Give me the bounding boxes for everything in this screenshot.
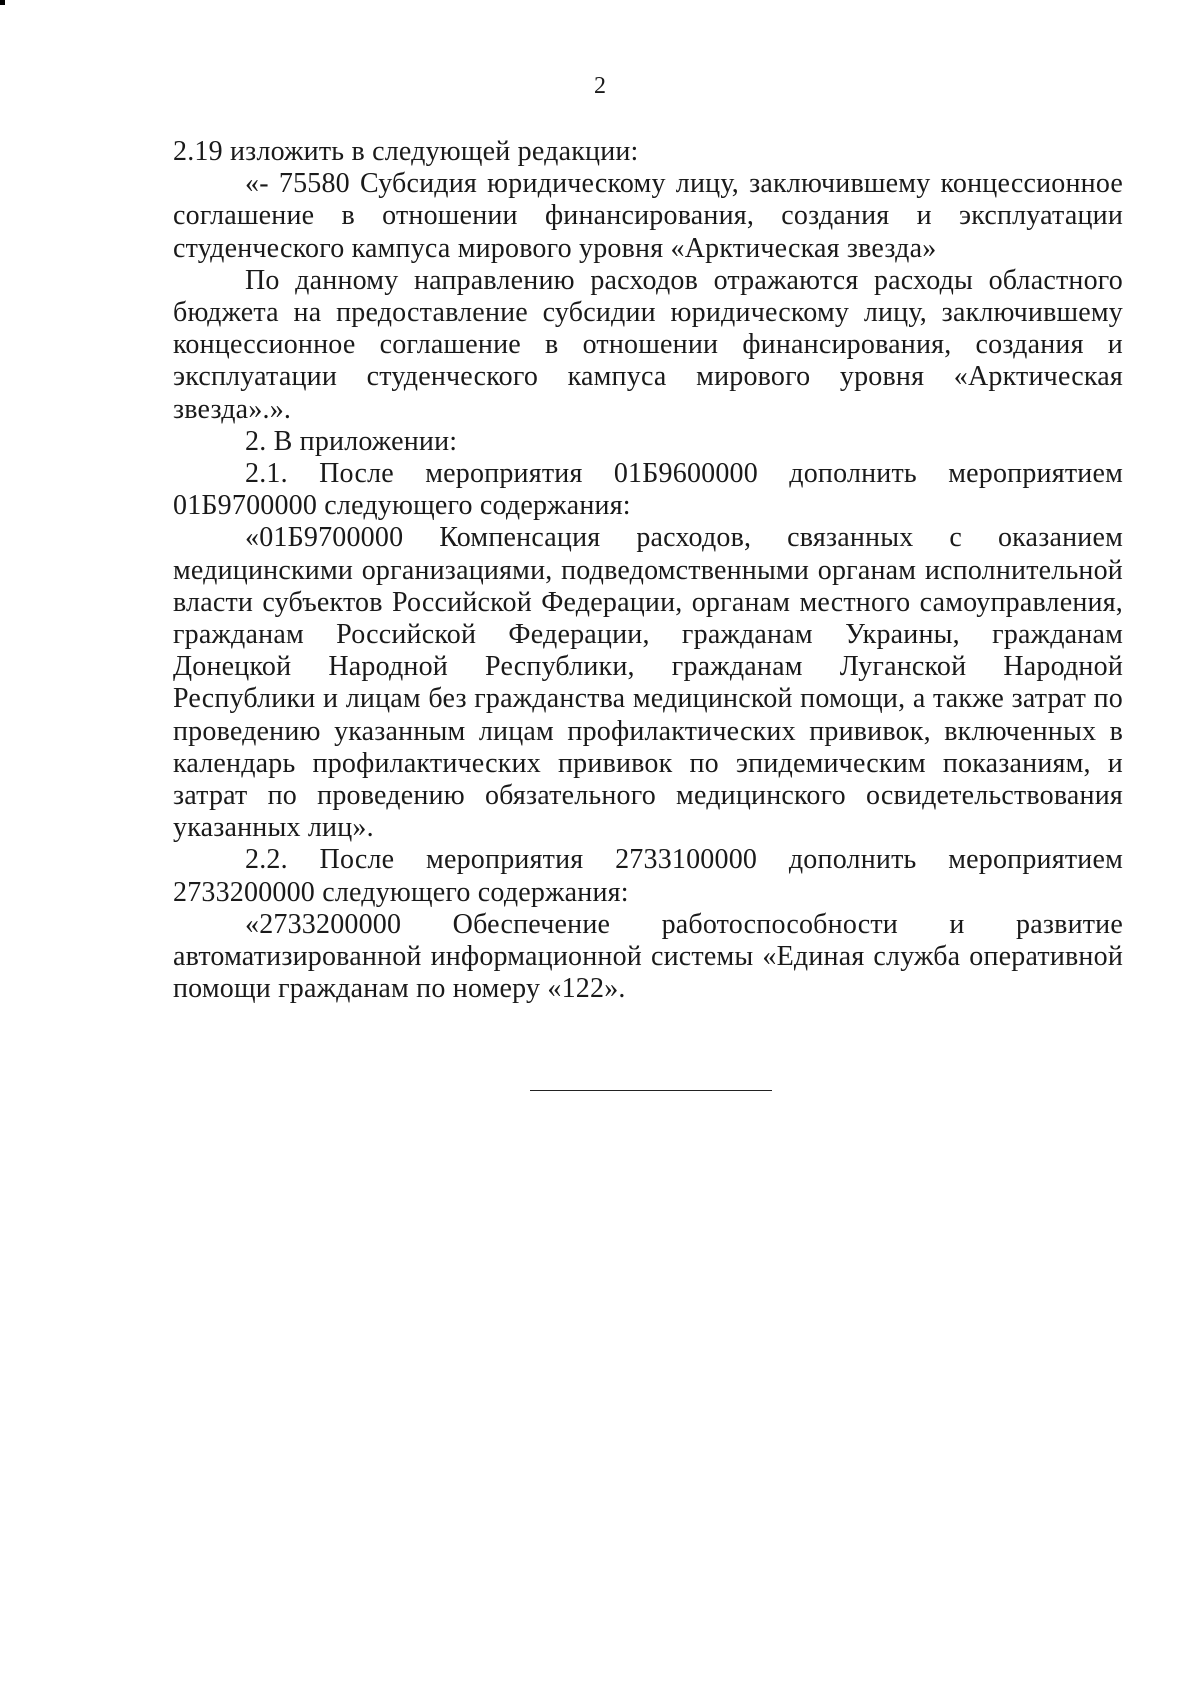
document-body xyxy=(173,136,1123,1005)
scan-mark xyxy=(0,0,5,5)
paragraph-appendix-heading: 2. В приложении: xyxy=(245,425,458,457)
paragraph-2-1: 2.1. После мероприятия 01Б9600000 дополнить мероприятием 01Б9700000 следующего содержания: xyxy=(173,458,1123,522)
paragraph-75580-description: По данному направлению расходов отражаются расходы областного бюджета на предоставление субсидии юридическому лицу, заключившему концессионное соглашение в отношении финансирования, создания и эксплуатации студенческого кампуса мирового уровня «Арктическая звезда».». xyxy=(173,264,1123,425)
paragraph-2733200000: «2733200000 Обеспечение работоспособности и развитие автоматизированной информационной системы «Единая служба оперативной помощи гражданам по номеру «122». xyxy=(173,908,1123,1005)
paragraph-01b9700000: «01Б9700000 Компенсация расходов, связанных с оказанием медицинскими организациями, подведомственными органам исполнительной власти субъектов Российской Федерации, органам местного самоуправления, гражданам Российской Федерации, гражданам Украины, гражданам Донецкой Народной Республики, гражданам Луганской Народной Республики и лицам без гражданства медицинской помощи, а также затрат по проведению указанным лицам профилактических прививок, включенных в календарь профилактических прививок по эпидемическим показаниям, и затрат по проведению обязательного медицинского освидетельствования указанных лиц». xyxy=(173,522,1123,844)
closing-separator-line xyxy=(530,1090,772,1091)
paragraph-2-19-heading: 2.19 изложить в следующей редакции: xyxy=(173,136,639,167)
paragraph-2-2: 2.2. После мероприятия 2733100000 дополнить мероприятием 2733200000 следующего содержания: xyxy=(173,844,1123,908)
page-number: 2 xyxy=(594,73,606,99)
paragraph-75580-definition: «- 75580 Субсидия юридическому лицу, заключившему концессионное соглашение в отношении финансирования, создания и эксплуатации студенческого кампуса мирового уровня «Арктическая звезда» xyxy=(173,168,1123,264)
